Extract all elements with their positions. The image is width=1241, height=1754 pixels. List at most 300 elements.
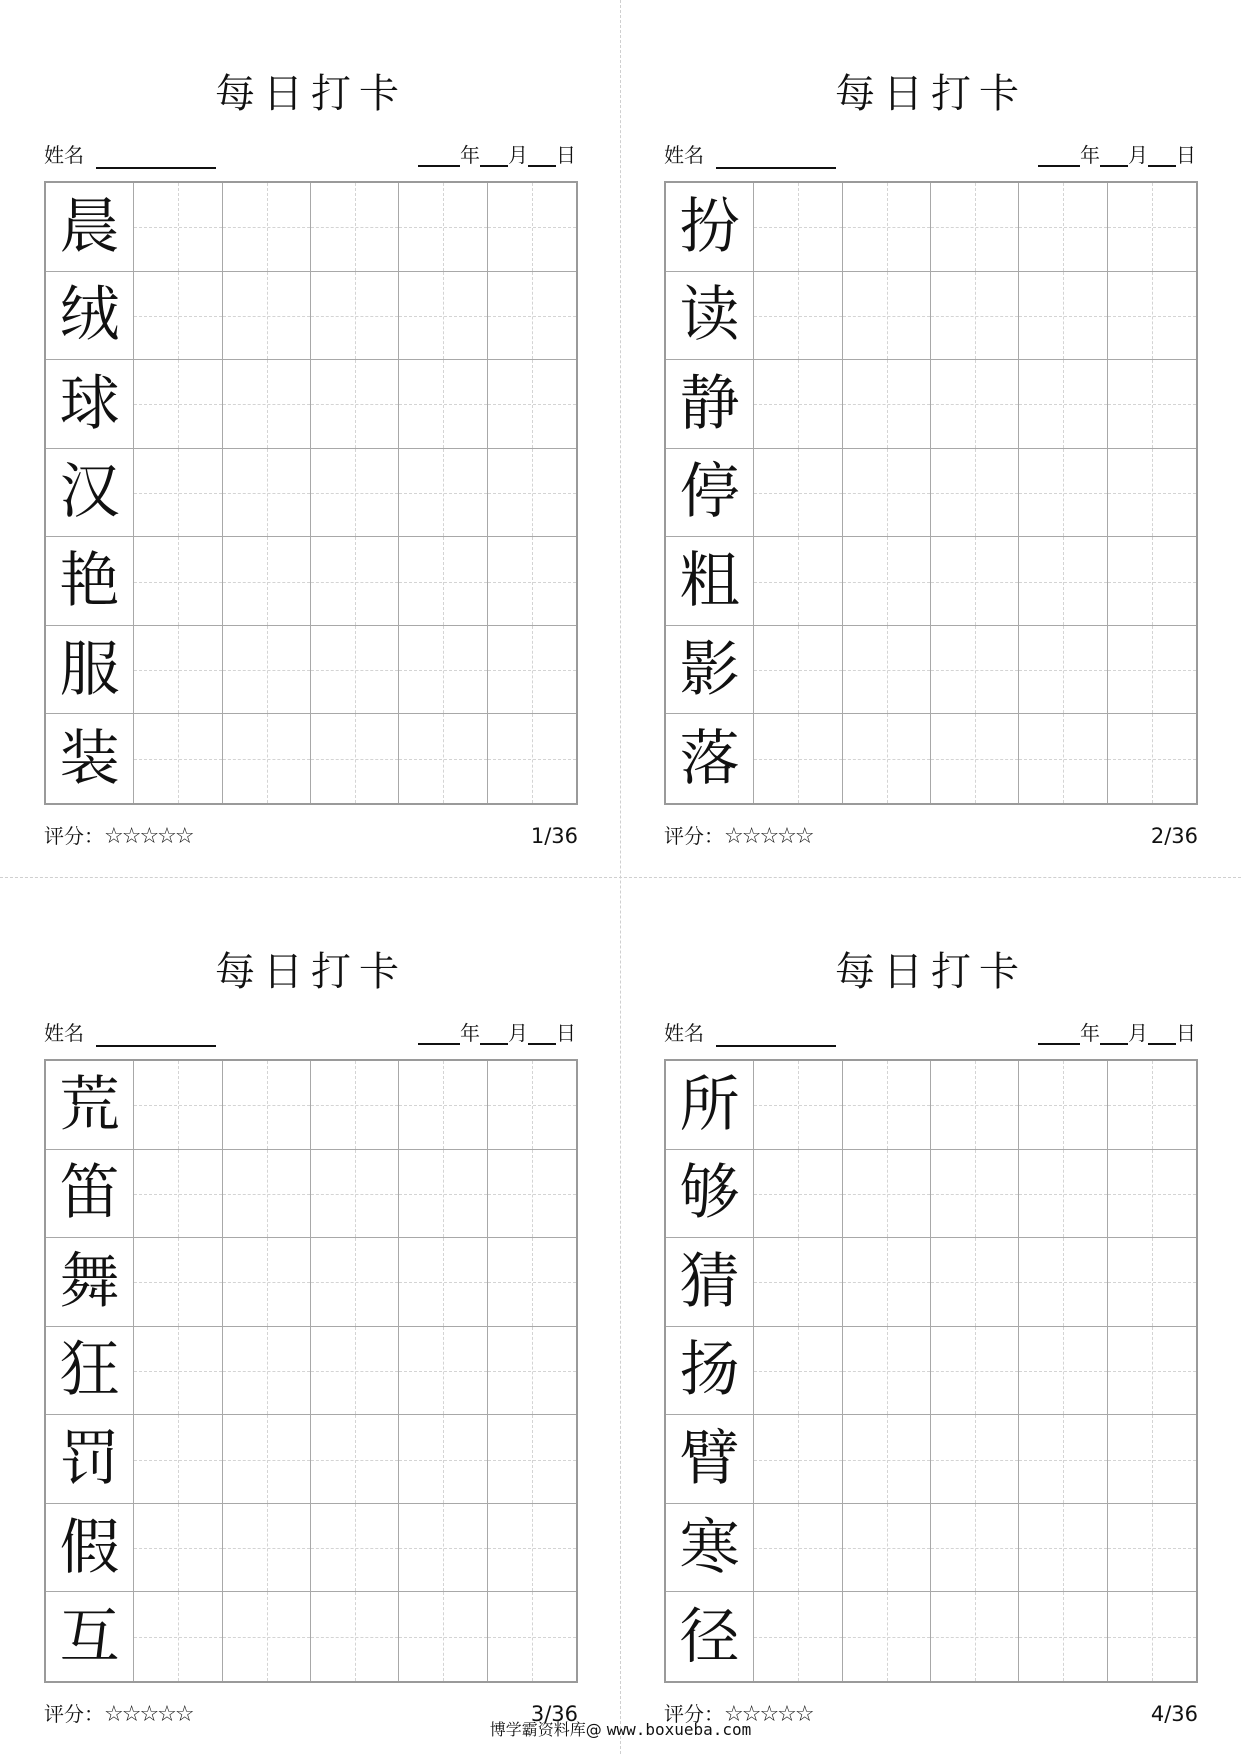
practice-cell[interactable] [134, 449, 222, 538]
date-fields [418, 140, 576, 170]
practice-cell[interactable] [931, 449, 1019, 538]
guide-line-horizontal [1108, 670, 1196, 671]
guide-line-horizontal [843, 759, 930, 760]
practice-cell[interactable] [223, 360, 311, 449]
guide-line-horizontal [1108, 227, 1196, 228]
star-rating-icons[interactable]: ☆☆☆☆☆ [104, 824, 193, 849]
model-character: 互 [59, 1601, 120, 1672]
guide-line-horizontal [488, 759, 576, 760]
year-label: 年 [460, 143, 480, 167]
guide-line-horizontal [134, 404, 221, 405]
guide-line-horizontal [223, 316, 310, 317]
date-fields [1038, 140, 1196, 170]
practice-cell[interactable] [1019, 537, 1107, 626]
practice-cell[interactable] [311, 537, 399, 626]
guide-line-horizontal [134, 316, 221, 317]
practice-cell[interactable] [1019, 714, 1107, 803]
practice-cell[interactable] [311, 1504, 399, 1593]
day-blank[interactable] [1148, 1043, 1176, 1045]
practice-cell[interactable] [488, 1327, 576, 1416]
model-character: 服 [59, 634, 120, 705]
guide-line-horizontal [134, 1371, 221, 1372]
practice-cell[interactable] [843, 272, 931, 361]
practice-cell[interactable] [1019, 360, 1107, 449]
model-character-cell [46, 1061, 134, 1150]
year-label: 年 [460, 1021, 480, 1045]
model-character: 扮 [679, 191, 740, 262]
practice-cell[interactable] [488, 714, 576, 803]
guide-line-horizontal [1019, 1460, 1106, 1461]
practice-cell[interactable] [223, 626, 311, 715]
practice-cell[interactable] [399, 360, 487, 449]
guide-line-horizontal [1108, 1282, 1196, 1283]
practice-cell[interactable] [399, 272, 487, 361]
practice-cell[interactable] [754, 1238, 842, 1327]
practice-cell[interactable] [931, 1327, 1019, 1416]
star-rating-icons[interactable]: ☆☆☆☆☆ [104, 1702, 193, 1727]
practice-cell[interactable] [1108, 537, 1196, 626]
guide-line-horizontal [488, 1105, 576, 1106]
practice-cell[interactable] [1108, 1592, 1196, 1681]
practice-cell[interactable] [223, 1592, 311, 1681]
practice-cell[interactable] [1019, 183, 1107, 272]
practice-cell[interactable] [399, 1238, 487, 1327]
model-character: 罚 [59, 1424, 120, 1495]
guide-line-horizontal [754, 227, 841, 228]
practice-cell[interactable] [311, 1238, 399, 1327]
month-blank[interactable] [480, 1043, 508, 1045]
guide-line-horizontal [754, 1282, 841, 1283]
model-character: 静 [679, 368, 740, 439]
model-character-cell [666, 1592, 754, 1681]
model-character: 臂 [679, 1424, 740, 1495]
practice-cell[interactable] [843, 626, 931, 715]
guide-line-horizontal [134, 759, 221, 760]
guide-line-horizontal [754, 582, 841, 583]
practice-cell[interactable] [134, 1415, 222, 1504]
month-blank[interactable] [1100, 165, 1128, 167]
practice-cell[interactable] [311, 1150, 399, 1239]
practice-cell[interactable] [931, 272, 1019, 361]
practice-cell[interactable] [223, 1061, 311, 1150]
guide-line-horizontal [134, 1105, 221, 1106]
card-title: 每日打卡 [835, 71, 1027, 117]
model-character-cell [666, 183, 754, 272]
name-label: 姓名 [44, 1021, 84, 1045]
practice-cell[interactable] [1108, 183, 1196, 272]
guide-line-horizontal [134, 1637, 221, 1638]
practice-cell[interactable] [754, 1327, 842, 1416]
guide-line-horizontal [311, 1637, 398, 1638]
checkin-card-3 [44, 904, 578, 1727]
practice-cell[interactable] [134, 360, 222, 449]
page-number: 1/36 [530, 824, 578, 848]
guide-line-horizontal [843, 582, 930, 583]
guide-line-horizontal [134, 1282, 221, 1283]
guide-line-horizontal [1108, 1548, 1196, 1549]
guide-line-horizontal [134, 1548, 221, 1549]
practice-cell[interactable] [843, 1238, 931, 1327]
model-character-cell [666, 1415, 754, 1504]
guide-line-horizontal [223, 493, 310, 494]
guide-line-horizontal [1108, 316, 1196, 317]
practice-cell[interactable] [134, 1150, 222, 1239]
guide-line-horizontal [399, 1637, 486, 1638]
guide-line-horizontal [399, 1105, 486, 1106]
guide-line-horizontal [223, 1548, 310, 1549]
practice-cell[interactable] [1108, 1061, 1196, 1150]
practice-cell[interactable] [843, 714, 931, 803]
practice-cell[interactable] [134, 714, 222, 803]
day-blank[interactable] [528, 165, 556, 167]
guide-line-horizontal [931, 1460, 1018, 1461]
practice-cell[interactable] [488, 626, 576, 715]
practice-cell[interactable] [488, 1238, 576, 1327]
practice-cell[interactable] [311, 1592, 399, 1681]
tianzige-grid [664, 181, 1198, 805]
guide-line-horizontal [488, 1371, 576, 1372]
guide-line-horizontal [399, 759, 486, 760]
guide-line-horizontal [931, 582, 1018, 583]
practice-cell[interactable] [754, 537, 842, 626]
guide-line-horizontal [1019, 582, 1106, 583]
month-blank[interactable] [480, 165, 508, 167]
practice-cell[interactable] [843, 537, 931, 626]
guide-line-horizontal [754, 1460, 841, 1461]
practice-cell[interactable] [223, 183, 311, 272]
guide-line-horizontal [311, 316, 398, 317]
practice-cell[interactable] [134, 1238, 222, 1327]
date-fields [1038, 1018, 1196, 1048]
guide-line-horizontal [223, 1460, 310, 1461]
name-label: 姓名 [664, 1021, 704, 1045]
practice-cell[interactable] [399, 1061, 487, 1150]
guide-line-horizontal [843, 1371, 930, 1372]
day-label: 日 [1176, 1021, 1196, 1045]
practice-cell[interactable] [754, 1504, 842, 1593]
guide-line-horizontal [488, 1460, 576, 1461]
guide-line-horizontal [311, 1460, 398, 1461]
practice-cell[interactable] [311, 714, 399, 803]
practice-cell[interactable] [931, 1504, 1019, 1593]
model-character-cell [666, 626, 754, 715]
practice-cell[interactable] [754, 449, 842, 538]
guide-line-horizontal [488, 582, 576, 583]
practice-cell[interactable] [488, 449, 576, 538]
practice-cell[interactable] [399, 183, 487, 272]
practice-cell[interactable] [843, 183, 931, 272]
practice-cell[interactable] [488, 1592, 576, 1681]
guide-line-horizontal [931, 1194, 1018, 1195]
guide-line-horizontal [399, 1548, 486, 1549]
month-blank[interactable] [1100, 1043, 1128, 1045]
practice-cell[interactable] [754, 1415, 842, 1504]
model-character: 猜 [679, 1246, 740, 1317]
practice-cell[interactable] [399, 1150, 487, 1239]
practice-cell[interactable] [931, 1415, 1019, 1504]
model-character: 径 [679, 1601, 740, 1672]
practice-cell[interactable] [1019, 1592, 1107, 1681]
model-character-cell [46, 1150, 134, 1239]
day-blank[interactable] [1148, 165, 1176, 167]
practice-cell[interactable] [754, 1150, 842, 1239]
guide-line-horizontal [1108, 1371, 1196, 1372]
practice-cell[interactable] [399, 1327, 487, 1416]
practice-cell[interactable] [1108, 1415, 1196, 1504]
practice-cell[interactable] [311, 1061, 399, 1150]
practice-cell[interactable] [223, 1504, 311, 1593]
model-character: 晨 [59, 191, 120, 262]
practice-cell[interactable] [399, 1504, 487, 1593]
year-blank[interactable] [1038, 1043, 1080, 1045]
practice-cell[interactable] [843, 1061, 931, 1150]
practice-cell[interactable] [399, 714, 487, 803]
practice-cell[interactable] [1019, 626, 1107, 715]
practice-cell[interactable] [134, 1061, 222, 1150]
guide-line-horizontal [399, 227, 486, 228]
practice-cell[interactable] [399, 1415, 487, 1504]
practice-cell[interactable] [931, 1238, 1019, 1327]
year-label: 年 [1080, 143, 1100, 167]
practice-cell[interactable] [311, 449, 399, 538]
name-blank[interactable] [716, 1045, 836, 1047]
practice-cell[interactable] [843, 1327, 931, 1416]
practice-cell[interactable] [1108, 1504, 1196, 1593]
practice-cell[interactable] [311, 1327, 399, 1416]
year-blank[interactable] [418, 1043, 460, 1045]
practice-cell[interactable] [399, 626, 487, 715]
guide-line-horizontal [488, 493, 576, 494]
guide-line-horizontal [399, 582, 486, 583]
star-rating-icons[interactable]: ☆☆☆☆☆ [724, 824, 813, 849]
practice-cell[interactable] [1019, 1327, 1107, 1416]
name-date-row [664, 140, 1198, 170]
year-blank[interactable] [1038, 165, 1080, 167]
practice-cell[interactable] [1108, 626, 1196, 715]
practice-cell[interactable] [754, 1592, 842, 1681]
model-character: 狂 [59, 1335, 120, 1406]
guide-line-horizontal [843, 1637, 930, 1638]
guide-line-horizontal [399, 1371, 486, 1372]
practice-cell[interactable] [223, 1150, 311, 1239]
day-label: 日 [556, 1021, 576, 1045]
model-character-cell [46, 714, 134, 803]
tianzige-grid [664, 1059, 1198, 1683]
guide-line-horizontal [488, 1282, 576, 1283]
footer-url[interactable]: www.boxueba.com [606, 1720, 752, 1739]
guide-line-horizontal [754, 1637, 841, 1638]
guide-line-horizontal [488, 404, 576, 405]
guide-line-horizontal [931, 1105, 1018, 1106]
practice-cell[interactable] [399, 537, 487, 626]
rating-row [664, 821, 813, 851]
practice-cell[interactable] [1108, 714, 1196, 803]
guide-line-horizontal [223, 1282, 310, 1283]
practice-cell[interactable] [223, 449, 311, 538]
name-label: 姓名 [664, 143, 704, 167]
practice-cell[interactable] [488, 272, 576, 361]
practice-cell[interactable] [754, 272, 842, 361]
model-character-cell [46, 537, 134, 626]
practice-cell[interactable] [1108, 1327, 1196, 1416]
practice-cell[interactable] [843, 1504, 931, 1593]
month-label: 月 [1128, 143, 1148, 167]
guide-line-horizontal [1108, 1105, 1196, 1106]
day-blank[interactable] [528, 1043, 556, 1045]
practice-cell[interactable] [754, 626, 842, 715]
guide-line-horizontal [843, 404, 930, 405]
model-character-cell [46, 360, 134, 449]
guide-line-horizontal [488, 1194, 576, 1195]
model-character-cell [666, 1327, 754, 1416]
name-blank[interactable] [96, 1045, 216, 1047]
practice-cell[interactable] [223, 1238, 311, 1327]
rating-label: 评分： [44, 1702, 104, 1726]
model-character-cell [666, 537, 754, 626]
practice-cell[interactable] [134, 1592, 222, 1681]
guide-line-horizontal [1019, 1194, 1106, 1195]
practice-cell[interactable] [1019, 1238, 1107, 1327]
model-character-cell [46, 183, 134, 272]
model-character-cell [46, 272, 134, 361]
model-character: 落 [679, 723, 740, 794]
guide-line-horizontal [223, 1371, 310, 1372]
checkin-card-2 [664, 26, 1198, 849]
guide-line-horizontal [931, 759, 1018, 760]
practice-cell[interactable] [488, 537, 576, 626]
practice-cell[interactable] [843, 360, 931, 449]
practice-cell[interactable] [1019, 1061, 1107, 1150]
practice-cell[interactable] [843, 1592, 931, 1681]
practice-cell[interactable] [931, 714, 1019, 803]
model-character: 装 [59, 723, 120, 794]
practice-cell[interactable] [488, 1504, 576, 1593]
model-character: 够 [679, 1158, 740, 1229]
practice-cell[interactable] [311, 183, 399, 272]
practice-cell[interactable] [931, 1150, 1019, 1239]
guide-line-horizontal [488, 1548, 576, 1549]
practice-cell[interactable] [399, 1592, 487, 1681]
month-label: 月 [1128, 1021, 1148, 1045]
guide-line-horizontal [931, 493, 1018, 494]
practice-cell[interactable] [488, 1415, 576, 1504]
guide-line-horizontal [931, 1371, 1018, 1372]
practice-cell[interactable] [1108, 449, 1196, 538]
guide-line-horizontal [843, 670, 930, 671]
practice-cell[interactable] [931, 626, 1019, 715]
model-character-cell [666, 1238, 754, 1327]
practice-cell[interactable] [1108, 1150, 1196, 1239]
name-blank[interactable] [96, 167, 216, 169]
practice-cell[interactable] [223, 714, 311, 803]
practice-cell[interactable] [488, 183, 576, 272]
practice-cell[interactable] [311, 1415, 399, 1504]
name-date-row [44, 140, 578, 170]
practice-cell[interactable] [1019, 1150, 1107, 1239]
practice-cell[interactable] [931, 360, 1019, 449]
guide-line-horizontal [223, 1194, 310, 1195]
guide-line-horizontal [1019, 1282, 1106, 1283]
practice-cell[interactable] [843, 1415, 931, 1504]
practice-cell[interactable] [843, 1150, 931, 1239]
practice-cell[interactable] [223, 272, 311, 361]
guide-line-horizontal [1019, 1637, 1106, 1638]
name-date-row [664, 1018, 1198, 1048]
practice-cell[interactable] [134, 1504, 222, 1593]
rating-label: 评分： [664, 824, 724, 848]
model-character-cell [46, 1504, 134, 1593]
practice-cell[interactable] [931, 1061, 1019, 1150]
name-blank[interactable] [716, 167, 836, 169]
guide-line-horizontal [134, 493, 221, 494]
practice-cell[interactable] [223, 1327, 311, 1416]
practice-cell[interactable] [134, 183, 222, 272]
footer-at-sign: @ [585, 1720, 602, 1739]
checkin-card-1 [44, 26, 578, 849]
practice-cell[interactable] [134, 272, 222, 361]
practice-cell[interactable] [311, 626, 399, 715]
guide-line-horizontal [1108, 1194, 1196, 1195]
guide-line-horizontal [223, 1637, 310, 1638]
practice-cell[interactable] [1108, 360, 1196, 449]
practice-cell[interactable] [1019, 449, 1107, 538]
guide-line-horizontal [488, 1637, 576, 1638]
guide-line-horizontal [488, 316, 576, 317]
card-title: 每日打卡 [215, 71, 407, 117]
footer-site-name: 博学霸资料库 [489, 1720, 586, 1739]
practice-cell[interactable] [843, 449, 931, 538]
practice-cell[interactable] [488, 360, 576, 449]
practice-cell[interactable] [223, 1415, 311, 1504]
guide-line-horizontal [931, 227, 1018, 228]
practice-cell[interactable] [488, 1061, 576, 1150]
practice-cell[interactable] [754, 360, 842, 449]
guide-line-horizontal [754, 316, 841, 317]
practice-cell[interactable] [1108, 1238, 1196, 1327]
practice-cell[interactable] [1019, 1415, 1107, 1504]
year-blank[interactable] [418, 165, 460, 167]
practice-cell[interactable] [754, 1061, 842, 1150]
practice-cell[interactable] [931, 183, 1019, 272]
practice-cell[interactable] [1019, 1504, 1107, 1593]
model-character-cell [666, 1504, 754, 1593]
practice-cell[interactable] [134, 1327, 222, 1416]
star-rating-icons[interactable]: ☆☆☆☆☆ [724, 1702, 813, 1727]
guide-line-horizontal [1019, 670, 1106, 671]
guide-line-horizontal [754, 1548, 841, 1549]
model-character-cell [46, 626, 134, 715]
guide-line-horizontal [843, 1105, 930, 1106]
guide-line-horizontal [311, 1194, 398, 1195]
practice-cell[interactable] [311, 360, 399, 449]
practice-cell[interactable] [931, 537, 1019, 626]
guide-line-horizontal [1019, 404, 1106, 405]
practice-cell[interactable] [311, 272, 399, 361]
guide-line-horizontal [1019, 227, 1106, 228]
month-label: 月 [508, 1021, 528, 1045]
practice-cell[interactable] [754, 714, 842, 803]
model-character: 寒 [679, 1512, 740, 1583]
practice-cell[interactable] [1108, 272, 1196, 361]
practice-cell[interactable] [399, 449, 487, 538]
practice-cell[interactable] [223, 537, 311, 626]
practice-cell[interactable] [134, 537, 222, 626]
practice-cell[interactable] [134, 626, 222, 715]
practice-cell[interactable] [754, 183, 842, 272]
practice-cell[interactable] [488, 1150, 576, 1239]
practice-cell[interactable] [931, 1592, 1019, 1681]
practice-cell[interactable] [1019, 272, 1107, 361]
